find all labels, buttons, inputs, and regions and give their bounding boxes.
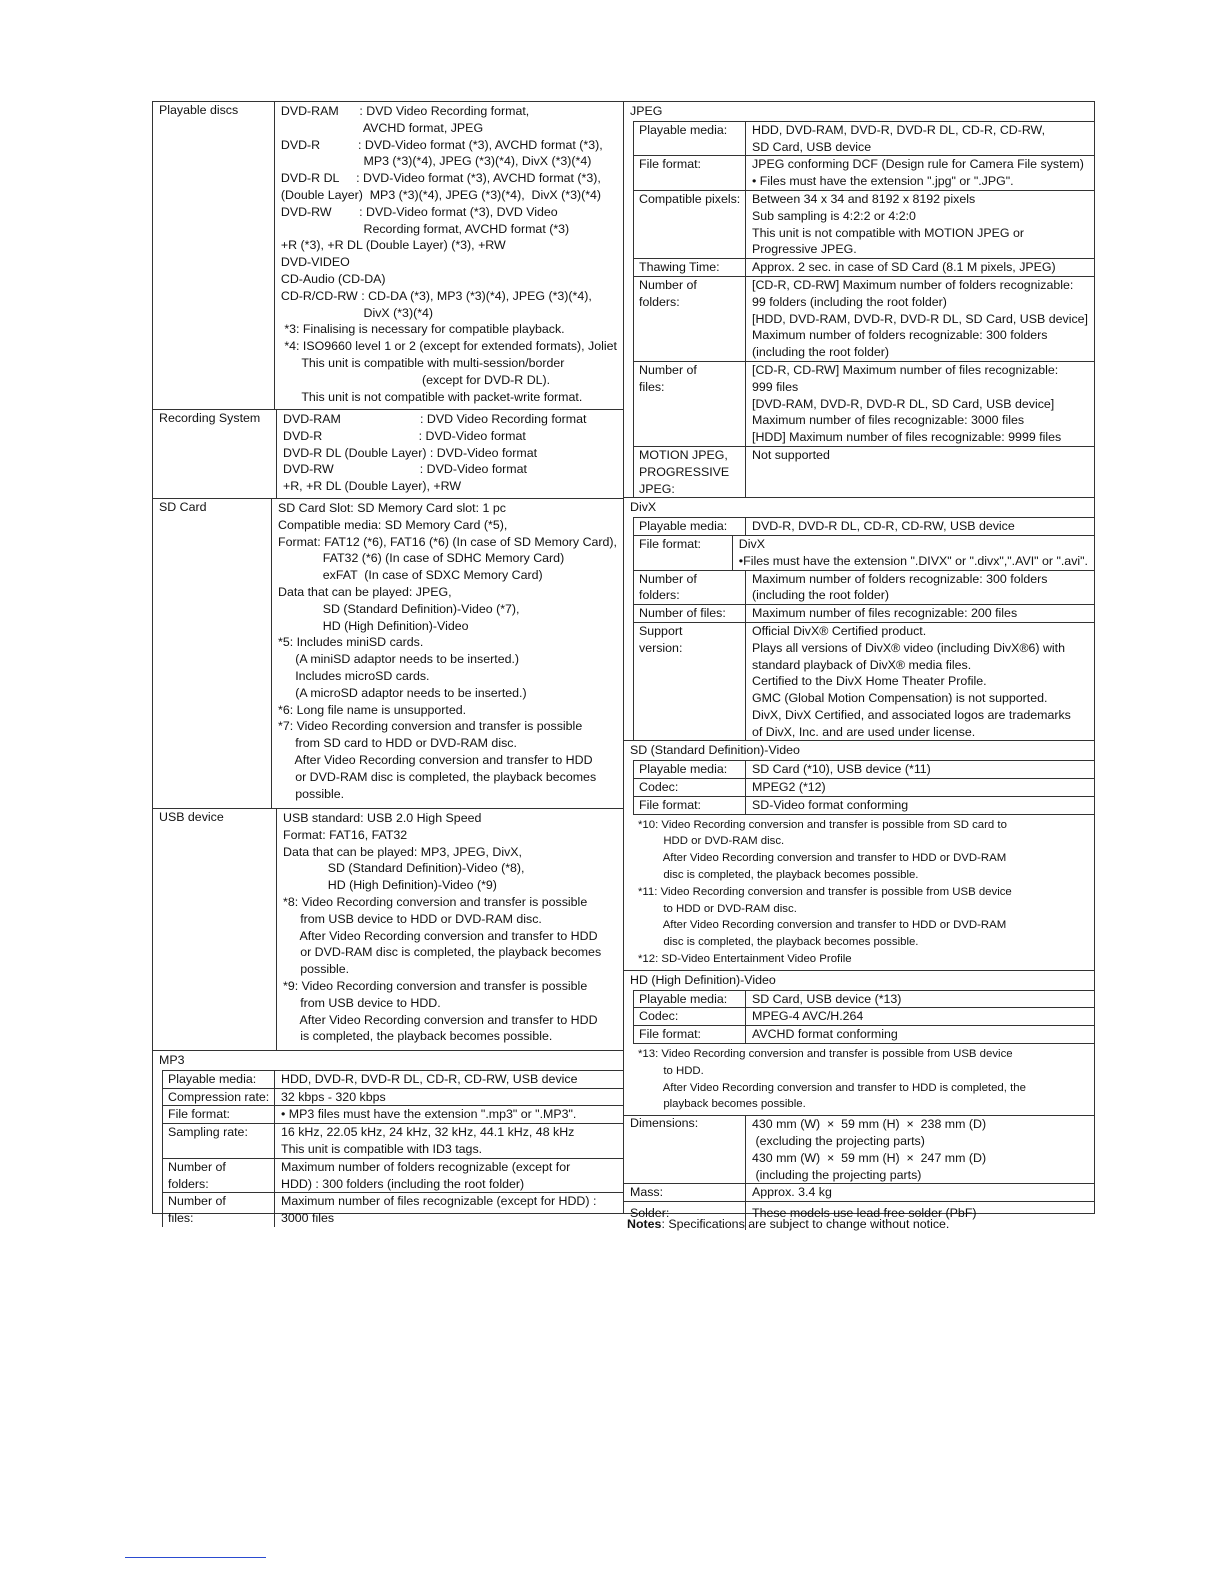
text-line: from USB device to HDD. bbox=[283, 995, 441, 1010]
spec-label: Number of folders: bbox=[163, 1159, 275, 1193]
left-spec-column bbox=[152, 101, 624, 1226]
spec-row bbox=[634, 362, 1094, 447]
spec-value: HDD, DVD-RAM, DVD-R, DVD-R DL, CD-R, CD-RW, SD Card, USB device bbox=[752, 122, 1046, 154]
row-label: SD Card bbox=[153, 499, 272, 808]
text-line: FAT32 (*6) (In case of SDHC Memory Card) bbox=[278, 551, 565, 566]
text-line: This unit is not compatible with packet-write format. bbox=[280, 389, 583, 404]
spec-row bbox=[634, 779, 1094, 797]
row-value bbox=[272, 499, 623, 808]
text-line: This unit is compatible with multi-session/border bbox=[280, 355, 565, 370]
spec-value: Maximum number of folders recognizable (except for HDD) : 300 folders (including the root folder) bbox=[281, 1159, 571, 1191]
spec-value: Maximum number of files recognizable (except for HDD) : 3000 files bbox=[281, 1194, 597, 1226]
spec-row bbox=[634, 761, 1094, 779]
text-line: HD (High Definition)-Video (*9) bbox=[283, 878, 497, 893]
text-line: After Video Recording conversion and transfer to HDD bbox=[283, 928, 598, 943]
spec-row bbox=[634, 447, 1094, 497]
text-line: *13: Video Recording conversion and transfer is possible from USB device bbox=[638, 1048, 1013, 1061]
text-line: *7: Video Recording conversion and transfer is possible bbox=[278, 719, 583, 734]
spec-value: MPEG2 (*12) bbox=[752, 780, 826, 795]
spec-label: Playable media: bbox=[163, 1071, 275, 1088]
notes-label: Notes bbox=[627, 1217, 662, 1231]
spec-value: [CD-R, CD-RW] Maximum number of files recognizable: 999 files [DVD-RAM, DVD-R, DVD-R DL, SD Card, USB device] Maximum number of files recognizable: 3000 files [HDD] Maximum number of files recognizable: 9999 files bbox=[752, 362, 1062, 445]
spec-label: Codec: bbox=[634, 1008, 746, 1025]
text-line: *10: Video Recording conversion and transfer is possible from SD card to bbox=[638, 818, 1007, 831]
spec-value: SD Card (*10), USB device (*11) bbox=[752, 762, 931, 777]
text-line: HDD or DVD-RAM disc. bbox=[638, 835, 785, 848]
spec-label: Number of files: bbox=[634, 362, 746, 446]
spec-row bbox=[163, 1106, 623, 1124]
spec-value: DVD-R, DVD-R DL, CD-R, CD-RW, USB device bbox=[752, 519, 1015, 534]
spec-row bbox=[634, 122, 1094, 157]
spec-value: DivX •Files must have the extension ".DIVX" or ".divx",".AVI" or ".avi". bbox=[738, 536, 1088, 568]
right-spec-column bbox=[624, 101, 1095, 1221]
text-line: DVD-R : DVD-Video format (*3), AVCHD format (*3), bbox=[280, 137, 603, 152]
row-mass bbox=[624, 1184, 1094, 1202]
spec-label: Number of folders: bbox=[634, 571, 746, 605]
spec-value: [CD-R, CD-RW] Maximum number of folders recognizable: 99 folders (including the root folder) [HDD, DVD-RAM, DVD-R, DVD-R DL, SD Card, USB device] Maximum number of folders recognizable: 300 folders (including the root folder) bbox=[752, 277, 1088, 360]
spec-label: MOTION JPEG, PROGRESSIVE JPEG: bbox=[634, 447, 746, 497]
spec-value: Maximum number of files recognizable: 200 files bbox=[752, 606, 1018, 621]
text-line: After Video Recording conversion and transfer to HDD or DVD-RAM bbox=[638, 919, 1007, 932]
footer-notes bbox=[627, 1217, 949, 1231]
text-line: +R, +R DL (Double Layer), +RW bbox=[283, 479, 462, 494]
spec-row bbox=[634, 1008, 1094, 1026]
text-line: possible. bbox=[278, 786, 345, 801]
spec-row bbox=[634, 191, 1094, 259]
spec-label: Playable media: bbox=[634, 761, 746, 778]
spec-row bbox=[634, 277, 1094, 362]
text-line: After Video Recording conversion and transfer to HDD is completed, the bbox=[638, 1081, 1026, 1094]
row-recording-system bbox=[153, 410, 623, 499]
hd-video-table bbox=[633, 990, 1094, 1044]
spec-value: JPEG conforming DCF (Design rule for Camera File system) • Files must have the extension ".jpg" or ".JPG". bbox=[752, 157, 1084, 189]
text-line: DVD-RW : DVD-Video format bbox=[283, 462, 527, 477]
spec-label: File format: bbox=[634, 536, 733, 570]
text-line: CD-Audio (CD-DA) bbox=[280, 271, 386, 286]
text-line: Data that can be played: MP3, JPEG, DivX, bbox=[283, 844, 522, 859]
spec-value: SD Card, USB device (*13) bbox=[752, 991, 902, 1006]
spec-row bbox=[634, 797, 1094, 814]
spec-row bbox=[163, 1071, 623, 1089]
section-title: SD (Standard Definition)-Video bbox=[630, 743, 800, 758]
spec-value: 32 kbps - 320 kbps bbox=[281, 1089, 386, 1104]
section-title: JPEG bbox=[630, 104, 663, 118]
text-line: Format: FAT12 (*6), FAT16 (*6) (In case of SD Memory Card), bbox=[278, 534, 617, 549]
text-line: *12: SD-Video Entertainment Video Profile bbox=[638, 953, 852, 966]
section-hd-video bbox=[624, 971, 1094, 1116]
text-line: SD (Standard Definition)-Video (*8), bbox=[283, 861, 525, 876]
row-value: 430 mm (W) × 59 mm (H) × 238 mm (D) (excluding the projecting parts) 430 mm (W) × 59 mm (H) × 247 mm (D) (including the projecting parts) bbox=[752, 1117, 987, 1182]
section-sd-video bbox=[624, 741, 1094, 970]
spec-row bbox=[634, 623, 1094, 741]
spec-row bbox=[634, 991, 1094, 1009]
spec-value: Official DivX® Certified product. Plays all versions of DivX® video (including DivX®6) with standard playback of DivX® media files. Certified to the DivX Home Theater Profile. GMC (Global Motion Compensation) is not supported. DivX, DivX Certified, and associated logos are trademarks of DivX, Inc. and are used under license. bbox=[752, 623, 1071, 739]
text-line: +R (*3), +R DL (Double Layer) (*3), +RW bbox=[280, 238, 506, 253]
text-line: After Video Recording conversion and transfer to HDD bbox=[278, 752, 593, 767]
text-line: (except for DVD-R DL). bbox=[280, 372, 551, 387]
text-line: *8: Video Recording conversion and transfer is possible bbox=[283, 894, 588, 909]
spec-label: Compatible pixels: bbox=[634, 191, 746, 258]
text-line: (Double Layer) MP3 (*3)(*4), JPEG (*3)(*4), DivX (*3)(*4) bbox=[280, 187, 602, 202]
text-line: Recording format, AVCHD format (*3) bbox=[280, 221, 570, 236]
spec-value: Maximum number of folders recognizable: 300 folders (including the root folder) bbox=[752, 571, 1048, 603]
text-line: *3: Finalising is necessary for compatible playback. bbox=[280, 322, 565, 337]
text-line: AVCHD format, JPEG bbox=[280, 120, 484, 135]
text-line: playback becomes possible. bbox=[638, 1098, 806, 1111]
text-line: DVD-R : DVD-Video format bbox=[283, 428, 526, 443]
spec-row bbox=[634, 518, 1094, 536]
text-line: is completed, the playback becomes possible. bbox=[283, 1029, 553, 1044]
jpeg-table bbox=[633, 121, 1094, 498]
spec-row bbox=[163, 1159, 623, 1194]
row-value bbox=[277, 410, 623, 498]
text-line: DVD-R DL (Double Layer) : DVD-Video format bbox=[283, 445, 538, 460]
row-label: Recording System bbox=[153, 410, 277, 498]
spec-row bbox=[634, 536, 1094, 571]
spec-label: File format: bbox=[634, 1026, 746, 1043]
text-line: *4: ISO9660 level 1 or 2 (except for extended formats), Joliet bbox=[280, 339, 617, 354]
notes-text: : Specifications are subject to change without notice. bbox=[661, 1217, 950, 1231]
row-usb-device bbox=[153, 809, 623, 1051]
spec-row bbox=[634, 605, 1094, 623]
spec-value: 16 kHz, 22.05 kHz, 24 kHz, 32 kHz, 44.1 kHz, 48 kHz This unit is compatible with ID3 tags. bbox=[281, 1125, 575, 1156]
spec-label: Number of files: bbox=[163, 1193, 275, 1227]
row-value bbox=[277, 809, 623, 1050]
text-line: exFAT (In case of SDXC Memory Card) bbox=[278, 568, 543, 583]
spec-label: Playable media: bbox=[634, 122, 746, 156]
text-line: to HDD or DVD-RAM disc. bbox=[638, 902, 797, 915]
text-line: (A microSD adaptor needs to be inserted.) bbox=[278, 685, 527, 700]
spec-row bbox=[163, 1124, 623, 1159]
text-line: DivX (*3)(*4) bbox=[280, 305, 434, 320]
text-line: Compatible media: SD Memory Card (*5), bbox=[278, 517, 508, 532]
text-line: possible. bbox=[283, 962, 350, 977]
text-line: from SD card to HDD or DVD-RAM disc. bbox=[278, 736, 517, 751]
row-playable-discs bbox=[153, 102, 623, 410]
spec-row bbox=[163, 1193, 623, 1227]
spec-value: MPEG-4 AVC/H.264 bbox=[752, 1009, 864, 1024]
row-dimensions bbox=[624, 1116, 1094, 1184]
text-line: to HDD. bbox=[638, 1064, 704, 1077]
hd-video-notes bbox=[624, 1044, 1094, 1115]
text-line: *6: Long file name is unsupported. bbox=[278, 702, 467, 717]
spec-label: Number of folders: bbox=[634, 277, 746, 361]
spec-label: File format: bbox=[634, 797, 746, 814]
spec-label: File format: bbox=[163, 1106, 275, 1123]
row-label: Dimensions: bbox=[624, 1116, 746, 1183]
row-sd-card bbox=[153, 499, 623, 809]
spec-label: Thawing Time: bbox=[634, 259, 746, 276]
text-line: Format: FAT16, FAT32 bbox=[283, 827, 408, 842]
text-line: DVD-RAM : DVD Video Recording format, bbox=[280, 104, 530, 118]
text-line: USB standard: USB 2.0 High Speed bbox=[283, 811, 482, 825]
text-line: SD (Standard Definition)-Video (*7), bbox=[278, 601, 520, 616]
spec-label: Sampling rate: bbox=[163, 1124, 275, 1158]
text-line: SD Card Slot: SD Memory Card slot: 1 pc bbox=[278, 501, 506, 515]
text-line: DVD-R DL : DVD-Video format (*3), AVCHD format (*3), bbox=[280, 171, 601, 186]
row-label: Mass: bbox=[624, 1184, 746, 1201]
spec-label: Compression rate: bbox=[163, 1089, 275, 1106]
text-line: Data that can be played: JPEG, bbox=[278, 584, 452, 599]
text-line: After Video Recording conversion and transfer to HDD bbox=[283, 1012, 598, 1027]
section-title: MP3 bbox=[159, 1053, 185, 1067]
spec-row bbox=[163, 1089, 623, 1107]
row-label: USB device bbox=[153, 809, 277, 1050]
row-value bbox=[275, 102, 623, 409]
text-line: (A miniSD adaptor needs to be inserted.) bbox=[278, 652, 520, 667]
sd-video-notes bbox=[624, 815, 1094, 970]
section-divx bbox=[624, 498, 1094, 741]
section-title: DivX bbox=[630, 500, 657, 515]
section-mp3 bbox=[153, 1051, 623, 1227]
row-label: Solder: bbox=[624, 1202, 746, 1230]
text-line: *11: Video Recording conversion and transfer is possible from USB device bbox=[638, 885, 1012, 898]
spec-label: File format: bbox=[634, 156, 746, 190]
text-line: CD-R/CD-RW : CD-DA (*3), MP3 (*3)(*4), JPEG (*3)(*4), bbox=[280, 288, 592, 303]
spec-value: Not supported bbox=[752, 447, 830, 462]
spec-value: Approx. 2 sec. in case of SD Card (8.1 M pixels, JPEG) bbox=[752, 260, 1056, 275]
spec-row bbox=[634, 156, 1094, 191]
text-line: from USB device to HDD or DVD-RAM disc. bbox=[283, 911, 542, 926]
spec-row bbox=[634, 571, 1094, 606]
spec-label: Number of files: bbox=[634, 605, 746, 622]
text-line: or DVD-RAM disc is completed, the playback becomes bbox=[283, 945, 602, 960]
text-line: or DVD-RAM disc is completed, the playback becomes bbox=[278, 769, 597, 784]
text-line: disc is completed, the playback becomes possible. bbox=[638, 936, 919, 949]
text-line: disc is completed, the playback becomes possible. bbox=[638, 869, 919, 882]
spec-value: SD-Video format conforming bbox=[752, 797, 909, 812]
spec-label: Playable media: bbox=[634, 518, 746, 535]
spec-label: Codec: bbox=[634, 779, 746, 796]
spec-label: Support version: bbox=[634, 623, 746, 741]
spec-value: Between 34 x 34 and 8192 x 8192 pixels Sub sampling is 4:2:2 or 4:2:0 This unit is not compatible with MOTION JPEG or Progressive JPEG. bbox=[752, 191, 1024, 257]
text-line: DVD-RAM : DVD Video Recording format bbox=[283, 412, 587, 426]
spec-label: Playable media: bbox=[634, 991, 746, 1008]
spec-row bbox=[634, 259, 1094, 277]
section-jpeg bbox=[624, 102, 1094, 498]
text-line: *9: Video Recording conversion and transfer is possible bbox=[283, 978, 588, 993]
text-line: HD (High Definition)-Video bbox=[278, 618, 469, 633]
spec-value: HDD, DVD-R, DVD-R DL, CD-R, CD-RW, USB device bbox=[281, 1071, 578, 1086]
divx-table bbox=[633, 517, 1094, 740]
row-label: Playable discs bbox=[153, 102, 275, 409]
spec-row bbox=[634, 1026, 1094, 1043]
text-line: *5: Includes miniSD cards. bbox=[278, 635, 424, 650]
footer-rule bbox=[125, 1557, 266, 1558]
row-value: Approx. 3.4 kg bbox=[752, 1185, 832, 1200]
sd-video-table bbox=[633, 760, 1094, 814]
text-line: Includes microSD cards. bbox=[278, 668, 430, 683]
spec-value: AVCHD format conforming bbox=[752, 1027, 898, 1042]
mp3-table bbox=[162, 1070, 623, 1227]
section-title: HD (High Definition)-Video bbox=[630, 972, 776, 987]
spec-value: • MP3 files must have the extension ".mp3" or ".MP3". bbox=[281, 1107, 577, 1122]
text-line: DVD-RW : DVD-Video format (*3), DVD Video bbox=[280, 204, 558, 219]
text-line: MP3 (*3)(*4), JPEG (*3)(*4), DivX (*3)(*4) bbox=[280, 154, 592, 169]
text-line: DVD-VIDEO bbox=[280, 255, 350, 270]
text-line: After Video Recording conversion and transfer to HDD or DVD-RAM bbox=[638, 852, 1007, 865]
row-value: These models use lead free solder (PbF) bbox=[752, 1206, 977, 1221]
